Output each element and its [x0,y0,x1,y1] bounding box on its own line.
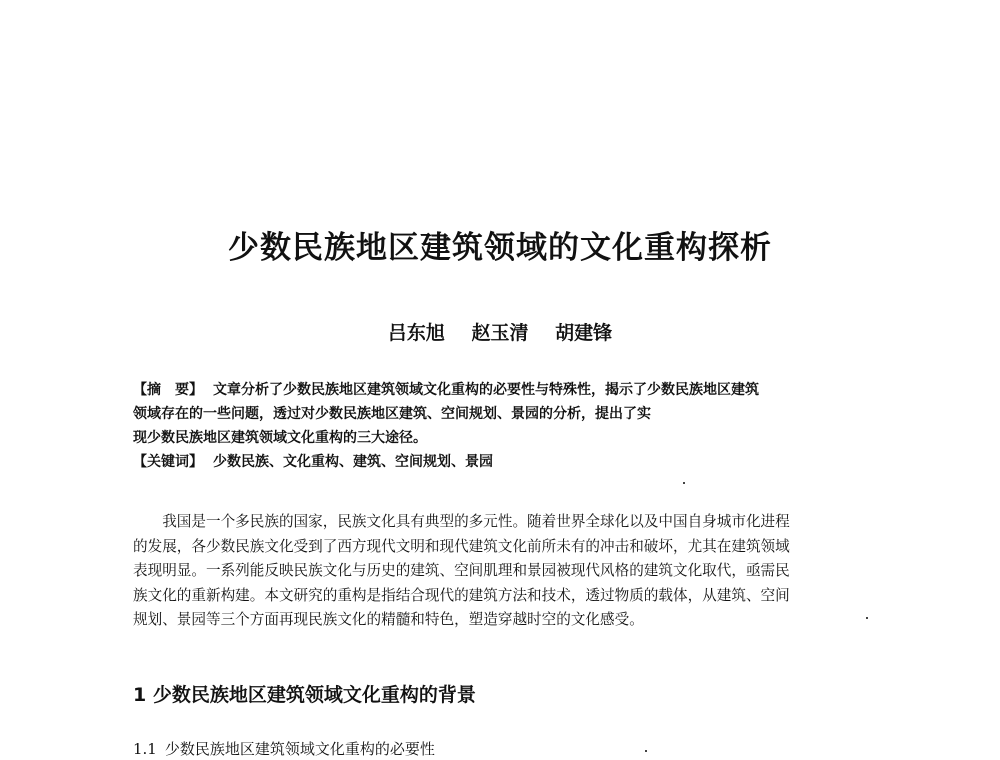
paragraph-line: 我国是一个多民族的国家，民族文化具有典型的多元性。随着世界全球化以及中国自身城市化进程 [133,513,790,530]
section-number: 1 [133,684,147,706]
paragraph-line: 表现明显。一系列能反映民族文化与历史的建筑、空间肌理和景园被现代风格的建筑文化取代，亟需民 [133,562,790,580]
keywords-label: 【关键词】 [133,454,203,470]
intro-paragraph [133,510,891,633]
scan-speck [866,617,868,619]
abstract-line [133,426,893,450]
author-name: 赵玉清 [471,322,529,344]
keywords-text: 少数民族、文化重构、建筑、空间规划、景园 [213,454,493,470]
abstract-block [133,378,893,474]
abstract-line [133,378,893,402]
abstract-text: 领域存在的一些问题，透过对少数民族地区建筑、空间规划、景园的分析，提出了实 [133,406,651,422]
author-name: 吕东旭 [387,322,445,344]
subsection-title: 少数民族地区建筑领域文化重构的必要性 [164,740,435,758]
author-name: 胡建锋 [555,322,613,344]
scan-speck [645,750,647,752]
keywords-line [133,450,893,474]
section-title: 少数民族地区建筑领域文化重构的背景 [152,684,476,706]
paragraph-line: 规划、景园等三个方面再现民族文化的精髓和特色，塑造穿越时空的文化感受。 [133,611,644,629]
subsection-number: 1.1 [133,740,157,758]
abstract-text: 文章分析了少数民族地区建筑领域文化重构的必要性与特殊性，揭示了少数民族地区建筑 [213,382,759,398]
paragraph-line: 的发展，各少数民族文化受到了西方现代文明和现代建筑文化前所未有的冲击和破坏，尤其在建筑领域 [133,537,790,555]
abstract-label: 【摘 要】 [133,382,203,398]
paper-title: 少数民族地区建筑领域的文化重构探析 [228,230,772,266]
scan-speck [683,482,685,484]
subsection-heading [133,738,443,759]
author-list [0,318,1000,345]
paragraph-line: 族文化的重新构建。本文研究的重构是指结合现代的建筑方法和技术，透过物质的载体，从建筑、空间 [133,586,790,604]
abstract-text: 现少数民族地区建筑领域文化重构的三大途径。 [133,430,427,446]
section-heading [133,680,476,707]
abstract-line [133,402,893,426]
